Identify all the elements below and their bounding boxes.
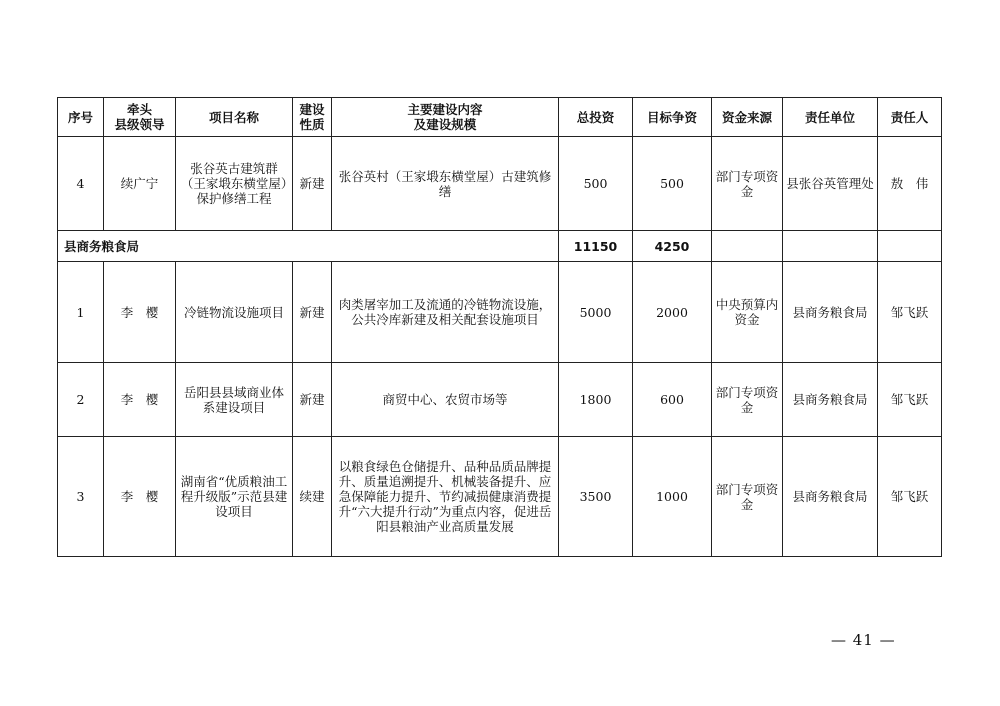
section-target: 4250 bbox=[633, 231, 712, 262]
cell-content: 以粮食绿色仓储提升、品种品质品牌提升、质量追溯提升、机械装备提升、应急保障能力提升、节约减损健康消费提升“六大提升行动”为重点内容，促进岳阳县粮油产业高质量发展 bbox=[332, 437, 559, 557]
header-total: 总投资 bbox=[559, 98, 633, 137]
page-number: — 41 — bbox=[831, 631, 896, 649]
cell-nature: 新建 bbox=[293, 137, 332, 231]
cell-total: 500 bbox=[559, 137, 633, 231]
header-unit: 责任单位 bbox=[783, 98, 878, 137]
cell-unit: 县张谷英管理处 bbox=[783, 137, 878, 231]
project-table bbox=[57, 97, 942, 557]
section-total: 11150 bbox=[559, 231, 633, 262]
cell-unit: 县商务粮食局 bbox=[783, 363, 878, 437]
cell-person: 邹飞跃 bbox=[878, 262, 942, 363]
header-content-line: 及建设规模 bbox=[413, 117, 477, 132]
cell-content: 张谷英村（王家塅东横堂屋）古建筑修缮 bbox=[332, 137, 559, 231]
cell-seq: 1 bbox=[58, 262, 104, 363]
table-row bbox=[58, 363, 942, 437]
header-leader-line: 牵头 bbox=[126, 102, 152, 117]
cell-leader: 李 樱 bbox=[104, 437, 176, 557]
section-blank bbox=[783, 231, 878, 262]
header-nature-line: 性质 bbox=[299, 117, 325, 132]
cell-content: 商贸中心、农贸市场等 bbox=[332, 363, 559, 437]
cell-leader: 李 樱 bbox=[104, 363, 176, 437]
header-leader bbox=[104, 98, 176, 137]
cell-seq: 4 bbox=[58, 137, 104, 231]
table-header-row bbox=[58, 98, 942, 137]
cell-nature: 续建 bbox=[293, 437, 332, 557]
cell-nature: 新建 bbox=[293, 262, 332, 363]
table-row bbox=[58, 137, 942, 231]
header-target: 目标争资 bbox=[633, 98, 712, 137]
cell-nature: 新建 bbox=[293, 363, 332, 437]
header-content-line: 主要建设内容 bbox=[407, 102, 483, 117]
cell-total: 1800 bbox=[559, 363, 633, 437]
cell-source: 部门专项资金 bbox=[712, 363, 783, 437]
cell-source: 部门专项资金 bbox=[712, 137, 783, 231]
cell-seq: 3 bbox=[58, 437, 104, 557]
section-blank bbox=[878, 231, 942, 262]
cell-total: 3500 bbox=[559, 437, 633, 557]
header-name: 项目名称 bbox=[176, 98, 293, 137]
section-title: 县商务粮食局 bbox=[58, 231, 559, 262]
cell-name: 湖南省“优质粮油工程升级版”示范县建设项目 bbox=[176, 437, 293, 557]
header-person: 责任人 bbox=[878, 98, 942, 137]
cell-total: 5000 bbox=[559, 262, 633, 363]
cell-target: 2000 bbox=[633, 262, 712, 363]
cell-leader: 李 樱 bbox=[104, 262, 176, 363]
section-blank bbox=[712, 231, 783, 262]
header-nature bbox=[293, 98, 332, 137]
cell-name: 冷链物流设施项目 bbox=[176, 262, 293, 363]
header-leader-line: 县级领导 bbox=[114, 117, 165, 132]
cell-seq: 2 bbox=[58, 363, 104, 437]
cell-target: 600 bbox=[633, 363, 712, 437]
header-content bbox=[332, 98, 559, 137]
cell-content: 肉类屠宰加工及流通的冷链物流设施，公共冷库新建及相关配套设施项目 bbox=[332, 262, 559, 363]
cell-name: 岳阳县县域商业体系建设项目 bbox=[176, 363, 293, 437]
header-nature-line: 建设 bbox=[299, 102, 325, 117]
cell-person: 邹飞跃 bbox=[878, 363, 942, 437]
table-row bbox=[58, 437, 942, 557]
cell-target: 1000 bbox=[633, 437, 712, 557]
cell-person: 敖 伟 bbox=[878, 137, 942, 231]
cell-name: 张谷英古建筑群（王家塅东横堂屋）保护修缮工程 bbox=[176, 137, 293, 231]
cell-unit: 县商务粮食局 bbox=[783, 262, 878, 363]
cell-source: 中央预算内资金 bbox=[712, 262, 783, 363]
section-row bbox=[58, 231, 942, 262]
header-source: 资金来源 bbox=[712, 98, 783, 137]
header-seq: 序号 bbox=[58, 98, 104, 137]
cell-unit: 县商务粮食局 bbox=[783, 437, 878, 557]
cell-source: 部门专项资金 bbox=[712, 437, 783, 557]
cell-leader: 续广宁 bbox=[104, 137, 176, 231]
table-row bbox=[58, 262, 942, 363]
cell-target: 500 bbox=[633, 137, 712, 231]
cell-person: 邹飞跃 bbox=[878, 437, 942, 557]
